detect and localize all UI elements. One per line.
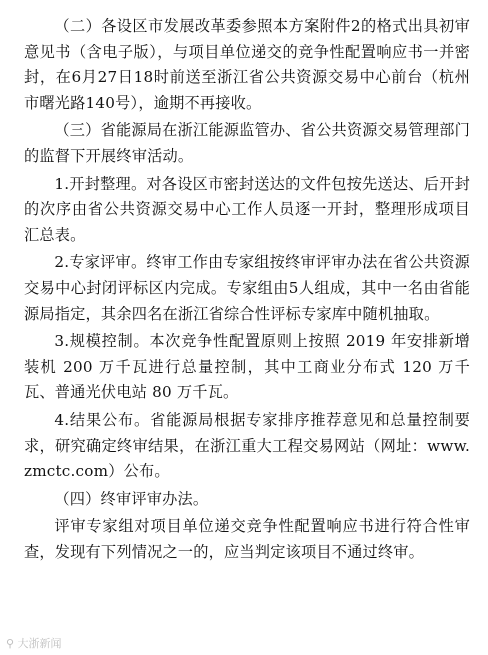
paragraph-item-3-scale-control: 3.规模控制。本次竞争性配置原则上按照 2019 年安排新增装机 200 万千瓦进行总量控制，其中工商业分布式 120 万千瓦、普通光伏电站 80 万千瓦。 <box>24 332 470 402</box>
paragraph-item-2-expert-review: 2.专家评审。终审工作由专家组按终审评审办法在省公共资源交易中心封闭评标区内完成。专家组由5人组成，其中一名由省能源局指定，其余四名在浙江省综合性评标专家库中随机抽取。 <box>24 253 470 323</box>
paragraph-item-4-results: 4.结果公布。省能源局根据专家排序推荐意见和总量控制要求，研究确定终审结果，在浙江重大工程交易网站（网址：www.zmctc.com）公布。 <box>24 410 470 481</box>
watermark: ⚲ 大浙新闻 <box>6 637 62 650</box>
paragraph-section-2: （二）各设区市发展改革委参照本方案附件2的格式出具初审意见书（含电子版），与项目单位递交的竞争性配置响应书一并密封，在6月27日18时前送至浙江省公共资源交易中心前台（杭州市曙光路140号），逾期不再接收。 <box>24 17 470 112</box>
paragraph-item-1-opening: 1.开封整理。对各设区市密封送达的文件包按先送达、后开封的次序由省公共资源交易中心工作人员逐一开封，整理形成项目汇总表。 <box>24 174 470 244</box>
paragraph-review-method: 评审专家组对项目单位递交竞争性配置响应书进行符合性审查，发现有下列情况之一的，应当判定该项目不通过终审。 <box>24 517 470 561</box>
document-body <box>24 14 470 567</box>
paragraph-section-4: （四）终审评审办法。 <box>54 489 209 508</box>
paragraph-section-3: （三）省能源局在浙江能源监管办、省公共资源交易管理部门的监督下开展终审活动。 <box>24 121 470 165</box>
